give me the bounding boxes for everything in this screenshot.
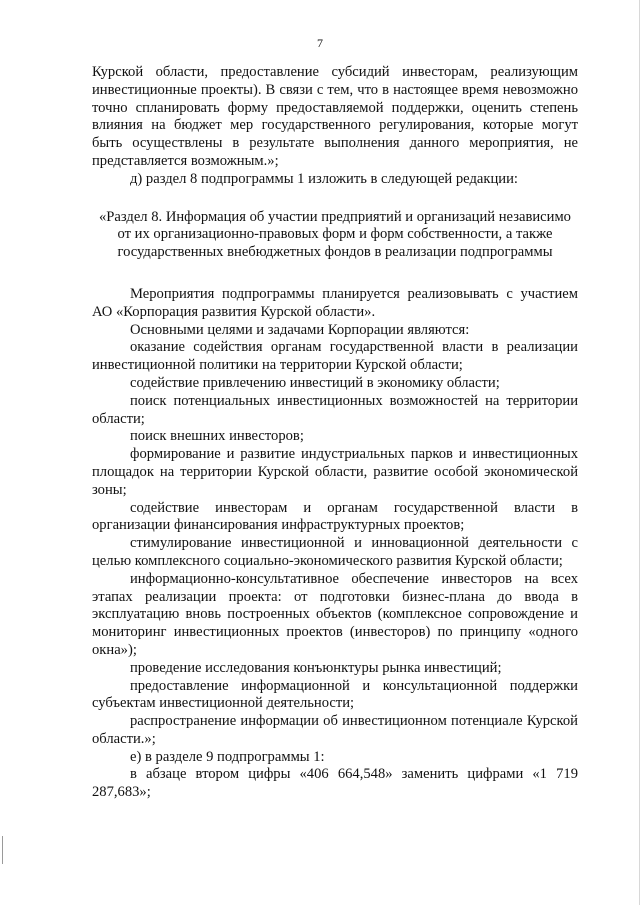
list-item: формирование и развитие индустриальных парков и инвестиционных площадок на территории Курской области, развитие особой экономической зоны; [92,446,578,498]
list-item: информационно-консультативное обеспечение инвесторов на всех этапах реализации проекта: от подготовки бизнес-плана до ввода в эксплуатацию вновь построенных объектов (комплексное сопровождение и мониторинг инвестиционных проектов (инвесторов) по принципу «одного окна»); [92,570,578,658]
paragraph: д) раздел 8 подпрограммы 1 изложить в следующей редакции: [130,170,518,187]
paragraph: в абзаце втором цифры «406 664,548» заменить цифрами «1 719 287,683»; [92,766,578,801]
document-body [92,64,578,802]
list-item: предоставление информационной и консультационной поддержки субъектам инвестиционной деятельности; [92,677,578,712]
list-item: поиск потенциальных инвестиционных возможностей на территории области; [92,392,578,427]
paragraph: Мероприятия подпрограммы планируется реализовывать с участием АО «Корпорация развития Курской области». [92,285,578,320]
list-item: оказание содействия органам государственной власти в реализации инвестиционной политики на территории Курской области; [92,339,578,374]
scan-mark [2,836,3,864]
paragraph: Основными целями и задачами Корпорации являются: [130,321,470,338]
list-item: проведение исследования конъюнктуры рынка инвестиций; [130,659,502,676]
list-item: распространение информации об инвестиционном потенциале Курской области.»; [92,713,578,747]
page-number: 7 [317,36,323,50]
list-item: содействие инвесторам и органам государственной власти в организации финансирования инфраструктурных проектов; [92,499,578,534]
paragraph: е) в разделе 9 подпрограммы 1: [130,748,325,765]
list-item: содействие привлечению инвестиций в экономику области; [130,374,500,391]
section-title: «Раздел 8. Информация об участии предприятий и организаций независимо от их организационно-правовых форм и форм собственности, а также государственных внебюджетных фондов в реализации подпрограммы [99,208,571,261]
paragraph: Курской области, предоставление субсидий инвесторам, реализующим инвестиционные проекты). В связи с тем, что в настоящее время невозможно точно спланировать форму предоставляемой поддержки, оценить степень влияния на бюджет мер государственного регулирования, которые могут быть осуществлены в результате выполнения данного мероприятия, не представляется возможным.»; [92,64,578,169]
list-item: поиск внешних инвесторов; [130,428,304,445]
list-item: стимулирование инвестиционной и инновационной деятельности с целью комплексного социально-экономического развития Курской области; [92,535,578,569]
